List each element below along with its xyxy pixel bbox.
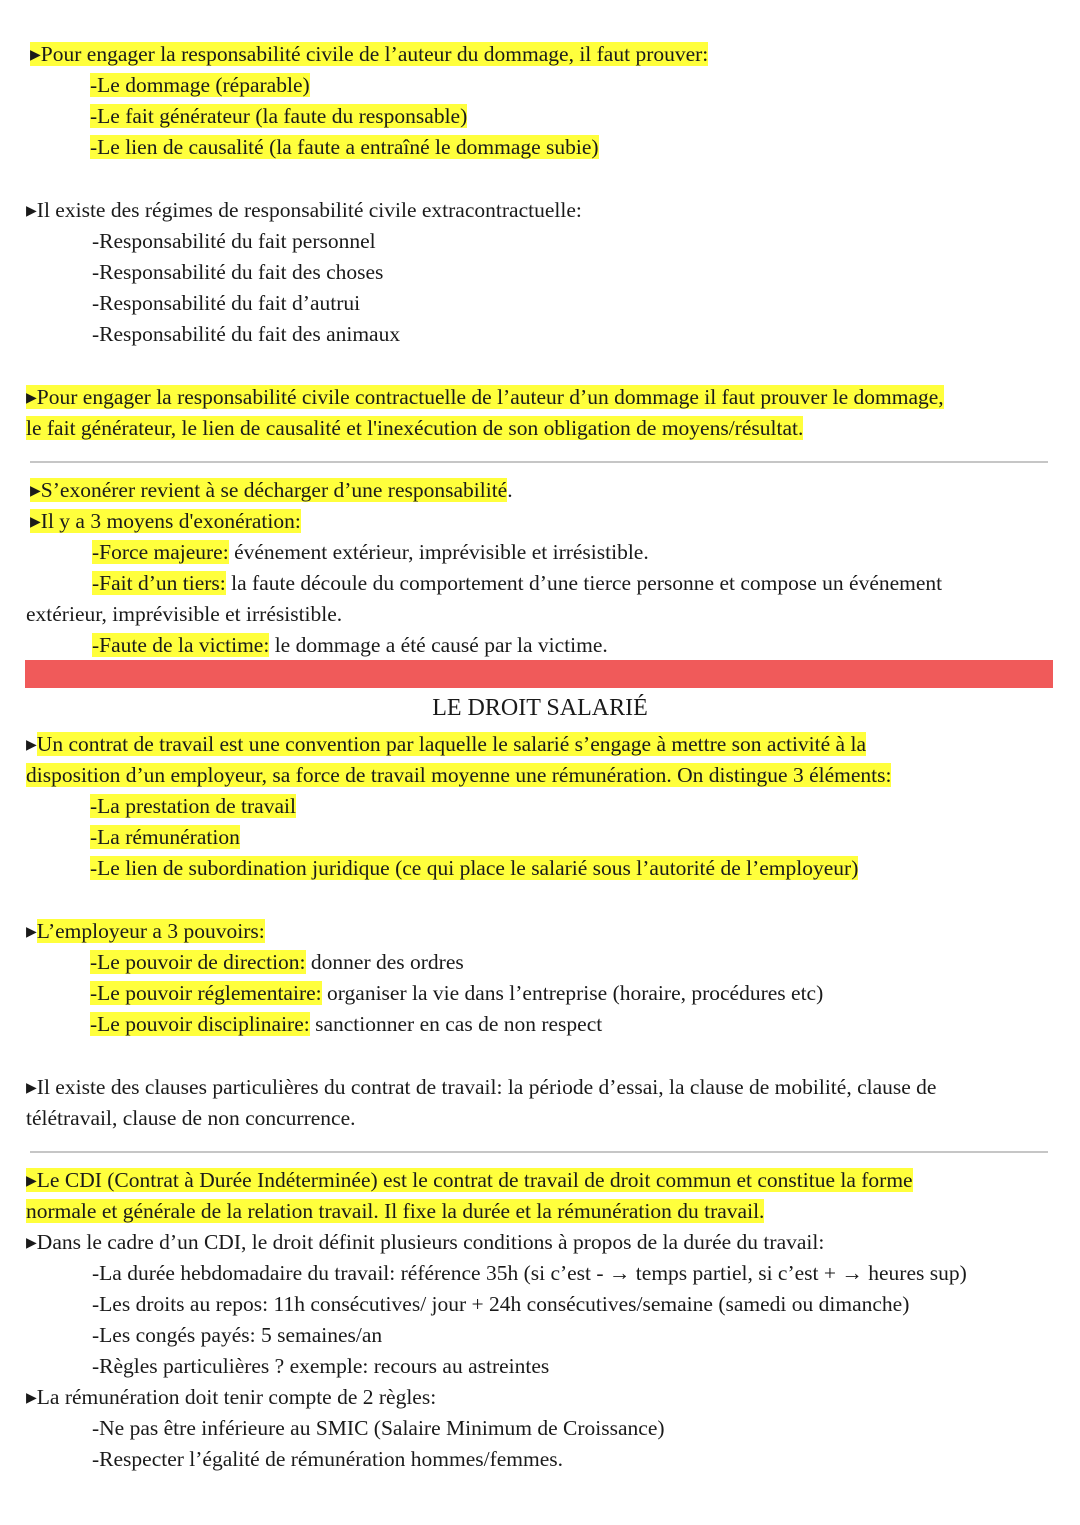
list-item — [92, 631, 608, 659]
list-item — [90, 979, 823, 1007]
bullet-line-exoneration-def — [30, 476, 513, 504]
list-item — [90, 133, 599, 161]
text: Dans le cadre d’un CDI, le droit définit plusieurs conditions à propos de la durée du travail: — [36, 1230, 825, 1254]
text-line — [26, 414, 803, 442]
bullet-icon: ▸ — [30, 509, 41, 533]
text: le fait générateur, le lien de causalité et l'inexécution de son obligation de moyens/résultat. — [26, 416, 804, 440]
text-line: extérieur, imprévisible et irrésistible. — [26, 602, 343, 626]
bullet-line-remuneration — [26, 1383, 436, 1411]
bullet-icon: ▸ — [26, 198, 37, 222]
list-item — [90, 823, 240, 851]
list-item: -Respecter l’égalité de rémunération hommes/femmes. — [92, 1447, 564, 1471]
bullet-line-clauses — [26, 1073, 936, 1101]
text: Le CDI (Contrat à Durée Indéterminée) est le contrat de travail de droit commun et constitue la forme — [36, 1168, 913, 1192]
bullet-line-exoneration-means — [30, 507, 301, 535]
bullet-icon: ▸ — [26, 1230, 37, 1254]
divider — [30, 461, 1048, 463]
list-item — [90, 1010, 602, 1038]
list-item: -Les droits au repos: 11h consécutives/ jour + 24h consécutives/semaine (samedi ou dimanche) — [92, 1292, 910, 1316]
list-item: -Responsabilité du fait des animaux — [92, 322, 401, 346]
text-line: télétravail, clause de non concurrence. — [26, 1106, 356, 1130]
bullet-line-regimes — [26, 196, 582, 224]
bullet-icon: ▸ — [26, 732, 37, 756]
bullet-line-cdi-conditions — [26, 1228, 824, 1256]
text-line — [26, 1197, 764, 1225]
bullet-icon: ▸ — [26, 385, 37, 409]
text: La rémunération doit tenir compte de 2 règles: — [36, 1385, 437, 1409]
list-item — [92, 538, 649, 566]
bullet-icon: ▸ — [26, 1075, 37, 1099]
list-item — [90, 71, 310, 99]
bullet-line-proof-civil — [30, 40, 708, 68]
term: -Faute de la victime: — [92, 633, 270, 657]
term: -Le pouvoir réglementaire: — [90, 981, 322, 1005]
text: Il y a 3 moyens d'exonération: — [40, 509, 301, 533]
item-text: -Le fait générateur (la faute du responsable) — [90, 104, 468, 128]
bullet-icon: ▸ — [26, 1385, 37, 1409]
text: Un contrat de travail est une convention par laquelle le salarié s’engage à mettre son activité à la — [36, 732, 866, 756]
term: -Fait d’un tiers: — [92, 571, 226, 595]
text: disposition d’un employeur, sa force de travail moyenne une rémunération. On distingue 3 éléments: — [26, 763, 892, 787]
text: Pour engager la responsabilité civile de l’auteur du dommage, il faut prouver: — [40, 42, 709, 66]
text: Pour engager la responsabilité civile contractuelle de l’auteur d’un dommage il faut prouver le dommage, — [36, 385, 944, 409]
list-item: -Responsabilité du fait personnel — [92, 229, 376, 253]
list-item: -Ne pas être inférieure au SMIC (Salaire Minimum de Croissance) — [92, 1416, 665, 1440]
item-text: -Le dommage (réparable) — [90, 73, 310, 97]
list-item: -Responsabilité du fait d’autrui — [92, 291, 361, 315]
definition: organiser la vie dans l’entreprise (horaire, procédures etc) — [321, 981, 824, 1005]
item-text: -Le lien de subordination juridique (ce qui place le salarié sous l’autorité de l’employeur) — [90, 856, 859, 880]
section-heading: LE DROIT SALARIÉ — [432, 695, 648, 721]
item-text: -La prestation de travail — [90, 794, 296, 818]
item-text: -La rémunération — [90, 825, 240, 849]
list-item — [90, 948, 464, 976]
text-line — [26, 761, 891, 789]
list-item — [90, 792, 296, 820]
list-item — [90, 854, 858, 882]
list-item: -Responsabilité du fait des choses — [92, 260, 384, 284]
term: -Le pouvoir de direction: — [90, 950, 306, 974]
bullet-line-contract — [26, 730, 866, 758]
text: L’employeur a 3 pouvoirs: — [36, 919, 265, 943]
definition: donner des ordres — [305, 950, 464, 974]
text: normale et générale de la relation travail. Il fixe la durée et la rémunération du travail. — [26, 1199, 765, 1223]
definition: la faute découle du comportement d’une tierce personne et compose un événement — [225, 571, 943, 595]
bullet-line-cdi — [26, 1166, 913, 1194]
list-item — [92, 569, 942, 597]
item-text: -Le lien de causalité (la faute a entraîné le dommage subie) — [90, 135, 599, 159]
section-separator-band — [25, 660, 1053, 688]
bullet-icon: ▸ — [30, 42, 41, 66]
bullet-line-contractual — [26, 383, 944, 411]
text: Il existe des régimes de responsabilité civile extracontractuelle: — [36, 198, 582, 222]
bullet-line-employer-powers — [26, 917, 265, 945]
text: . — [507, 478, 513, 502]
list-item: -Les congés payés: 5 semaines/an — [92, 1323, 383, 1347]
list-item: -La durée hebdomadaire du travail: référence 35h (si c’est - → temps partiel, si c’est + → heures sup) — [92, 1261, 967, 1285]
definition: le dommage a été causé par la victime. — [269, 633, 608, 657]
text: Il existe des clauses particulières du contrat de travail: la période d’essai, la clause de mobilité, clause de — [36, 1075, 937, 1099]
bullet-icon: ▸ — [26, 919, 37, 943]
term: -Force majeure: — [92, 540, 229, 564]
list-item — [90, 102, 467, 130]
bullet-icon: ▸ — [30, 478, 41, 502]
definition: événement extérieur, imprévisible et irrésistible. — [228, 540, 649, 564]
term: -Le pouvoir disciplinaire: — [90, 1012, 310, 1036]
divider — [30, 1151, 1048, 1153]
definition: sanctionner en cas de non respect — [309, 1012, 603, 1036]
text: S’exonérer revient à se décharger d’une responsabilité — [40, 478, 508, 502]
bullet-icon: ▸ — [26, 1168, 37, 1192]
list-item: -Règles particulières ? exemple: recours au astreintes — [92, 1354, 550, 1378]
